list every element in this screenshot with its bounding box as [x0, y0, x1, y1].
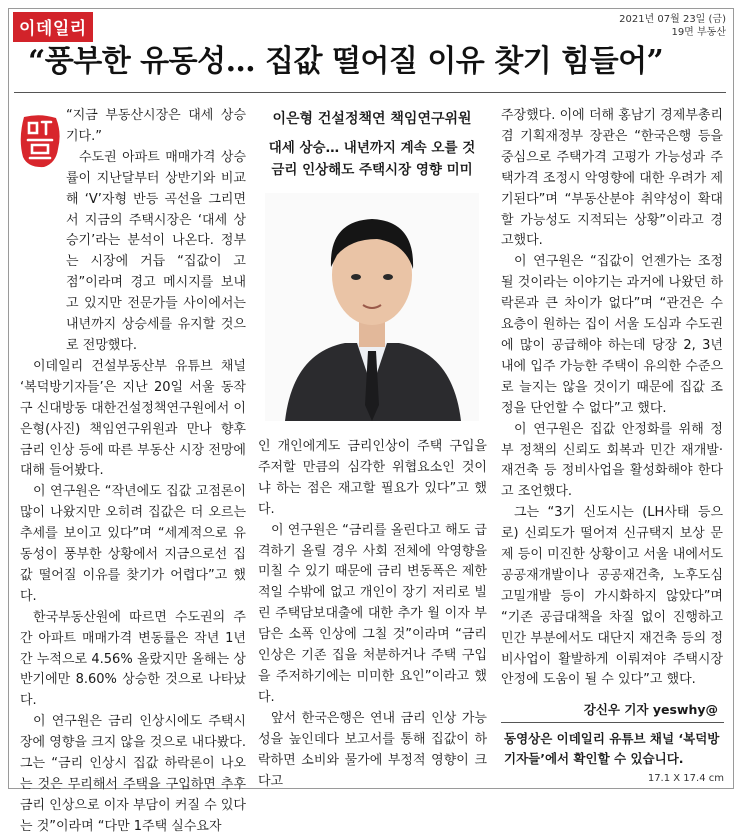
article-size: 17.1 X 17.4 cm [647, 773, 724, 784]
interviewee-name: 이은형 건설정책연 책임연구위원 [272, 111, 472, 127]
page-section: 19면 부동산 [671, 27, 726, 38]
headline: “풍부한 유동성… 집값 떨어질 이유 찾기 힘들어” [28, 44, 664, 79]
paragraph: 한국부동산원에 따르면 수도권의 주간 아파트 매매가격 변동률은 작년 1년간 누적으로 4.56% 올랐지만 올해는 상반기에만 8.60% 상승한 것으로 나타났다. [20, 609, 246, 709]
publish-date: 2021년 07월 23일 (금) [619, 14, 726, 25]
article-column-3 [501, 106, 723, 691]
paragraph: 앞서 한국은행은 연내 금리 인상 가능성을 높인데다 보고서를 통해 집값이 하락하면 소비와 물가에 부정적 영향이 크다고 [258, 710, 487, 789]
lead-quote: “지금 부동산시장은 대세 상승기다.” [66, 108, 246, 144]
video-note: 동영상은 이데일리 유튜브 채널 ‘복덕방기자들’에서 확인할 수 있습니다. [504, 731, 720, 766]
article-column-1 [20, 106, 246, 838]
headline-rule [14, 92, 726, 93]
paragraph: 이 연구원은 “집값이 언젠가는 조정될 것이라는 이야기는 과거에 나왔던 하락론과 큰 차이가 없다”며 “관건은 수요층이 원하는 집이 서울 도심과 수도권에 많이 공급해야 하는데 당장 2, 3년 내에 입주 가능한 주택이 유의한 수준으로 늘지는 않을 것이기 때문에 집값 조정을 단언할 수 없다”고 했다. [501, 254, 723, 416]
paragraph: 이 연구원은 금리 인상시에도 주택시장에 영향을 크지 않을 것으로 내다봤다. 그는 “금리 인상시 집값 하락론이 나오는 것은 무리해서 주택을 구입하면 추후 금리 인상으로 이자 부담이 커질 수 있다는 것”이라며 “다만 1주택 실수요자 [20, 714, 246, 834]
subhead-block [258, 107, 486, 181]
paragraph: 수도권 아파트 매매가격 상승률이 지난달부터 상반기와 비교해 ‘V’자형 반등 곡선을 그리면서 지금의 주택시장은 ‘대세 상승기’라는 분석이 나온다. 정부는 시장에 거듭 “집값이 고점”이라며 경고 메시지를 보내고 있지만 전문가들 사이에서는 내년까지 상승세를 유지할 것으로 전망했다. [66, 149, 246, 353]
paragraph: 이데일리 건설부동산부 유튜브 채널 ‘복덕방기자들’은 지난 20일 서울 동작구 신대방동 대한건설정책연구원에서 이은형(사진) 책임연구위원과 만나 향후 금리 인상 등에 따른 부동산 시장 전망에 대해 들어봤다. [20, 358, 246, 479]
paragraph: 이 연구원은 “금리를 올린다고 해도 급격하기 올릴 경우 사회 전체에 악영향을 미칠 수 있기 때문에 금리 변동폭은 제한적일 수밖에 없고 개인이 장기 저리로 빌린 주택담보대출에 대한 추가 월 이자 부담은 소폭 인상에 그칠 것”이라며 “금리 인상은 기존 집을 처분하거나 주택 구입을 주저하기에는 미미한 요인”이라고 했다. [258, 522, 487, 705]
paragraph: 인 개인에게도 금리인상이 주택 구입을 주저할 만큼의 심각한 위협요소인 것이냐 하는 점은 재고할 필요가 있다”고 했다. [258, 439, 487, 517]
note-rule [501, 722, 724, 723]
reporter-byline: 강신우 기자 yeswhy@ [583, 702, 718, 717]
subhead-line: 대세 상승… 내년까지 계속 오를 것 [268, 140, 476, 156]
brand-logo: 이데일리 [13, 12, 93, 42]
article-column-2 [258, 437, 487, 792]
interviewee-photo [265, 193, 479, 421]
paragraph: 주장했다. 이에 더해 홍남기 경제부총리 겸 기획재정부 장관은 “한국은행 등을 중심으로 주택가격 고평가 가능성과 주택가격 조정시 악영향에 대한 우려가 제기된다”며 “부동산분야 취약성이 확대할 가능성도 지적되는 상황”이라고 경고했다. [501, 108, 723, 249]
paragraph: 그는 “3기 신도시는 (LH사태 등으로) 신뢰도가 떨어져 신규택지 보상 문제 등이 미진한 상황이고 서울 내에서도 공공재개발이나 공공재건축, 노후도심 고밀개발 등이 가시화하지 않았다”며 “기존 공급대책을 차질 없이 진행하고 민간 부분에서도 대단지 재건축 등의 정비사업이 활발하게 이뤄져야 주택시장 안정에 도움이 될 수 있다”고 했다. [501, 505, 723, 688]
subhead-line: 금리 인상해도 주택시장 영향 미미 [271, 162, 473, 178]
paragraph: 이 연구원은 “작년에도 집값 고점론이 많이 나왔지만 오히려 집값은 더 오르는 추세를 보이고 있다”며 “세계적으로 유동성이 풍부한 상황에서 지금으로선 집값 떨어질 이유를 찾기가 어렵다”고 했다. [20, 484, 246, 604]
paragraph: 이 연구원은 집값 안정화를 위해 정부 정책의 신뢰도 회복과 민간 재개발·재건축 등 정비사업을 활성화해야 한다고 조언했다. [501, 421, 723, 500]
